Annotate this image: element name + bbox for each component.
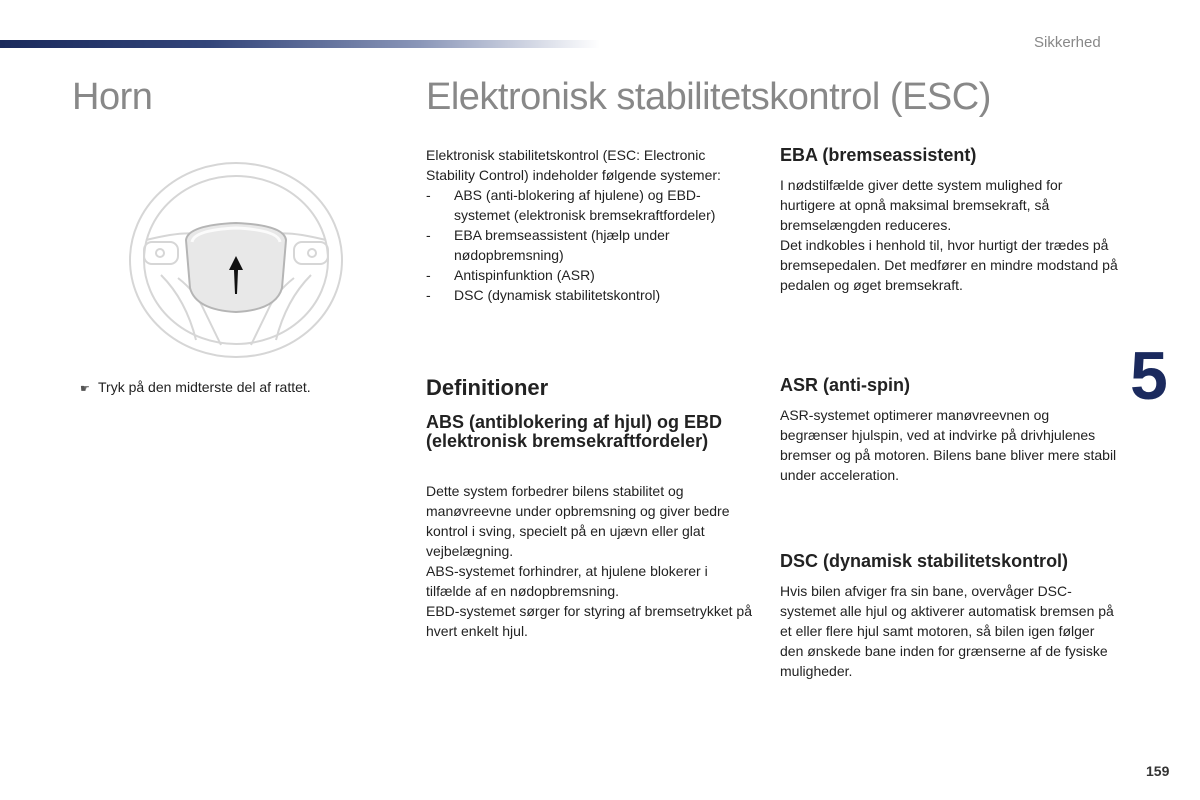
abs-paragraph: EBD-systemet sørger for styring af bremsetrykket på hvert enkelt hjul. — [426, 603, 752, 639]
list-item: - EBA bremseassistent (hjælp under nødopbremsning) — [426, 225, 756, 265]
dsc-body: Hvis bilen afviger fra sin bane, overvåger DSC-systemet alle hjul og aktiverer automatisk bremsen på et eller flere hjul samt motoren, så bilen igen følger den ønskede bane inden for grænserne af de fysiske muligheder. — [780, 583, 1114, 679]
esc-intro: Elektronisk stabilitetskontrol (ESC: Electronic Stability Control) indeholder følgende systemer: — [426, 147, 721, 183]
esc-title: Elektronisk stabilitetskontrol (ESC) — [426, 76, 991, 118]
abs-paragraph: Dette system forbedrer bilens stabilitet og manøvreevne under opbremsning og giver bedre kontrol i sving, specielt på en ujævn eller glat vejbelægning. — [426, 483, 730, 559]
header-accent-bar — [0, 40, 600, 48]
eba-paragraph: I nødstilfælde giver dette system mulighed for hurtigere at opnå maksimal bremsekraft, så bremselængden reduceres. — [780, 177, 1063, 233]
definitions-heading: Definitioner — [426, 375, 549, 400]
eba-paragraph: Det indkobles i henhold til, hvor hurtigt der trædes på bremsepedalen. Det medfører en mindre modstand på pedalen og øget bremsekraft. — [780, 237, 1118, 293]
eba-body — [780, 175, 1120, 295]
pointer-bullet-icon: ☛ — [80, 383, 90, 395]
horn-instruction-text: Tryk på den midterste del af rattet. — [98, 379, 311, 395]
chapter-number: 5 — [1130, 338, 1168, 414]
asr-body: ASR-systemet optimerer manøvreevnen og begrænser hjulspin, ved at indvirke på drivhjulenes bremser og på motoren. Bilens bane bliver mere stabil under acceleration. — [780, 407, 1117, 483]
list-item: - DSC (dynamisk stabilitetskontrol) — [426, 285, 756, 305]
abs-paragraph: ABS-systemet forhindrer, at hjulene blokerer i tilfælde af en nødopbremsning. — [426, 563, 708, 599]
abs-body — [426, 481, 756, 641]
horn-title: Horn — [72, 76, 153, 118]
steering-wheel-horn-illustration — [126, 160, 346, 360]
asr-heading: ASR (anti-spin) — [780, 375, 910, 395]
abs-heading: ABS (antiblokering af hjul) og EBD (elektronisk bremsekraftfordeler) — [426, 412, 722, 451]
list-item: - ABS (anti-blokering af hjulene) og EBD-systemet (elektronisk bremsekraftfordeler) — [426, 185, 756, 225]
horn-instruction — [80, 377, 380, 399]
section-label: Sikkerhed — [1034, 34, 1101, 51]
esc-systems-list — [426, 185, 756, 305]
esc-systems-section — [426, 145, 756, 305]
dsc-heading: DSC (dynamisk stabilitetskontrol) — [780, 551, 1069, 571]
page-number: 159 — [1146, 763, 1170, 779]
list-item: - Antispinfunktion (ASR) — [426, 265, 756, 285]
eba-heading: EBA (bremseassistent) — [780, 145, 977, 165]
